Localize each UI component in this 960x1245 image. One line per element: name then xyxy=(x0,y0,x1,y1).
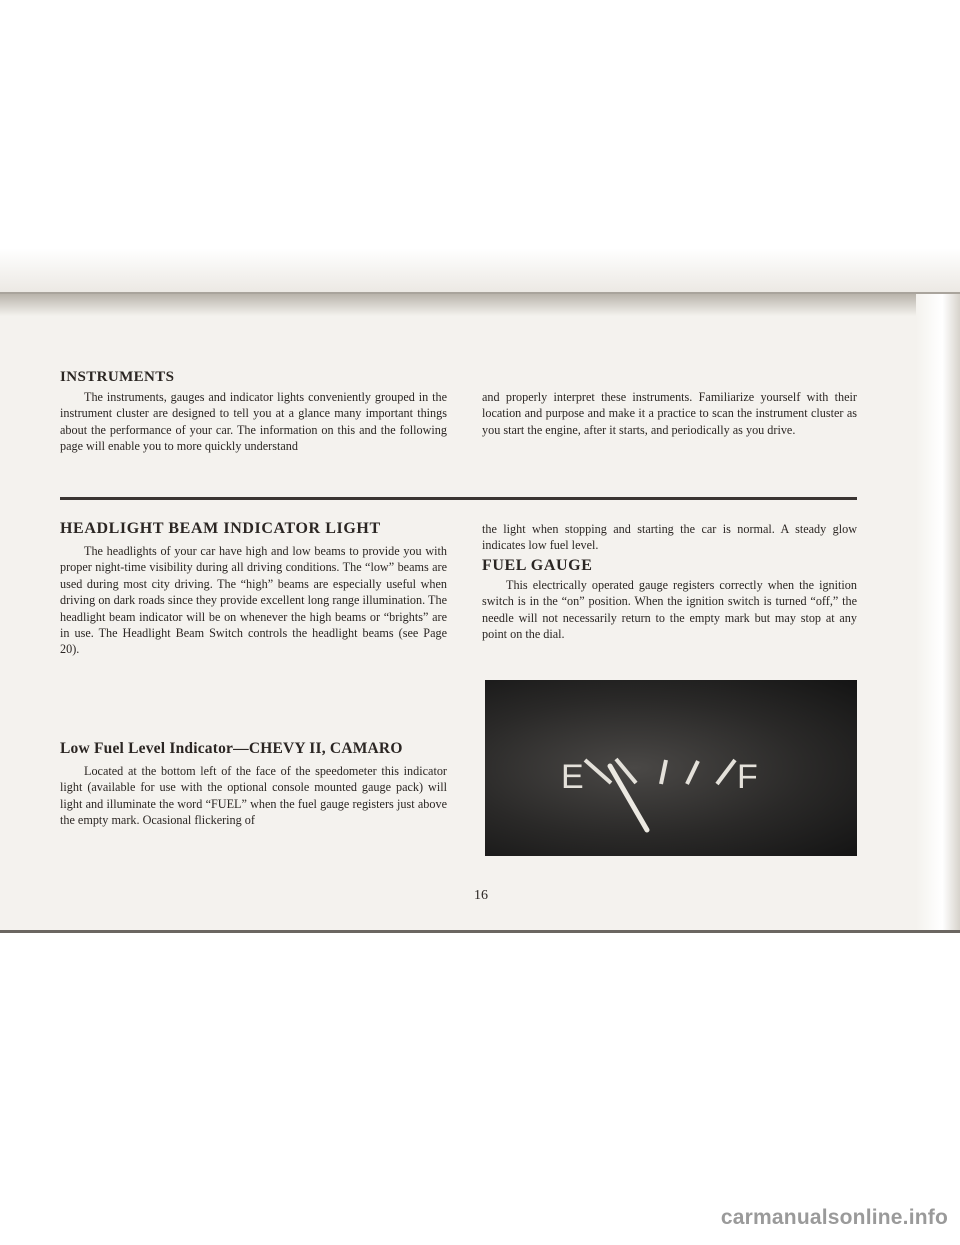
fuel-gauge-text xyxy=(482,577,857,643)
headlight-paragraph: The headlights of your car have high and low beams to provide you with proper night-time visibility during all driving conditions. The “low” beams are used during most city driving. The “high” beams are especially useful when driving on dark roads since they provide excellent long range illumination. The headlight beam indicator will be on whenever the high beams or “brights” are in use. The Headlight Beam Switch controls the headlight beams (see Page 20). xyxy=(60,544,447,657)
scan-background-bottom xyxy=(0,930,960,1245)
dial-empty-label: E xyxy=(561,758,584,796)
low-fuel-paragraph: Located at the bottom left of the face of the speedometer this indicator light (available for use with the optional console mounted gauge pack) will light and illuminate the word “FUEL” when the fuel gauge registers just above the empty mark. Ocasional flickering of xyxy=(60,764,447,828)
instruments-text-col2 xyxy=(482,389,857,438)
fuel-gauge-photo xyxy=(485,680,857,856)
fuel-gauge-paragraph: This electrically operated gauge registers correctly when the ignition switch is in the “on” position. When the ignition switch is turned “off,” the needle will not necessarily return to the empty mark but may stop at any point on the dial. xyxy=(482,578,857,642)
dial-tick-4 xyxy=(687,761,698,784)
instruments-heading: INSTRUMENTS xyxy=(60,369,175,385)
instruments-text-col1 xyxy=(60,389,447,455)
low-fuel-heading: Low Fuel Level Indicator—CHEVY II, CAMARO xyxy=(60,740,403,757)
low-fuel-text xyxy=(60,763,447,829)
dial-tick-3 xyxy=(661,760,666,784)
low-fuel-continued-paragraph: the light when stopping and starting the car is normal. A steady glow indicates low fuel level. xyxy=(482,522,857,553)
page-top-shadow xyxy=(0,294,960,316)
low-fuel-continued-text xyxy=(482,521,857,554)
section-divider xyxy=(60,497,857,500)
fuel-gauge-dial xyxy=(485,680,857,856)
headlight-heading: HEADLIGHT BEAM INDICATOR LIGHT xyxy=(60,520,381,537)
watermark-text: carmanualsonline.info xyxy=(720,1206,948,1229)
instruments-paragraph-1: The instruments, gauges and indicator lights conveniently grouped in the instrument cluster are designed to tell you at a glance many important things about the performance of your car. The information on this and the following page will enable you to more quickly understand xyxy=(60,390,447,454)
scan-background-top xyxy=(0,0,960,292)
fuel-gauge-heading: FUEL GAUGE xyxy=(482,557,593,574)
dial-full-label: F xyxy=(737,758,758,796)
dial-tick-1 xyxy=(585,760,611,783)
page-number: 16 xyxy=(474,888,488,903)
headlight-text xyxy=(60,543,447,658)
page-edge-right xyxy=(916,294,960,932)
dial-tick-5 xyxy=(717,760,735,784)
instruments-paragraph-2: and properly interpret these instruments. Familiarize yourself with their location and purpose and make it a practice to scan the instrument cluster as you start the engine, after it starts, and periodically as you drive. xyxy=(482,390,857,437)
